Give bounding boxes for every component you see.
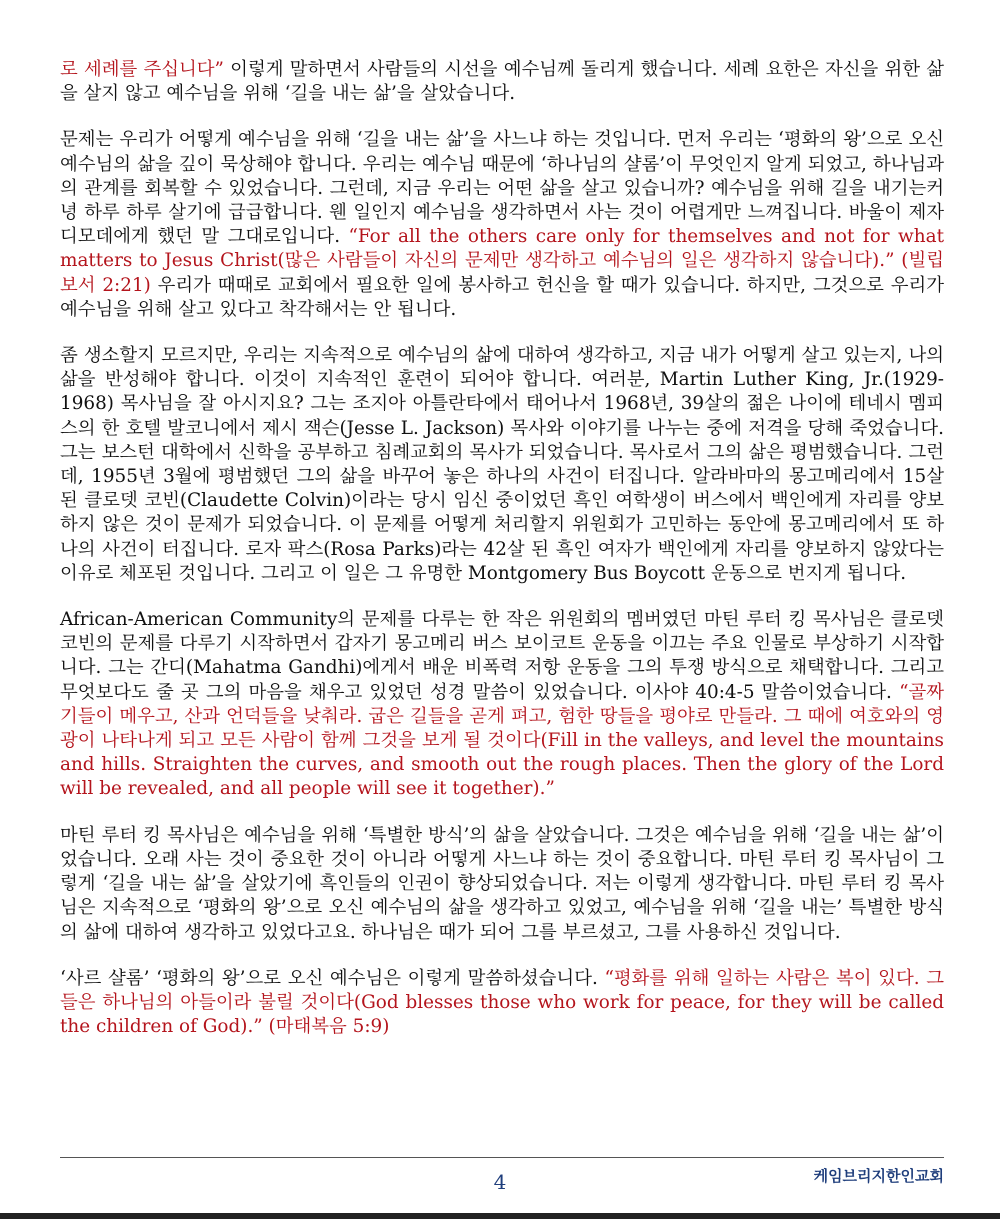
body-text bbox=[60, 58, 944, 1061]
body-sentence: African-American Community의 문제를 다루는 한 작은 위원회의 멤버였던 마틴 루터 킹 목사님은 클로뎃 코빈의 문제를 다루기 시작하면서 갑자기 몽고메리 버스 보이코트 운동을 이끄는 주요 인물로 부상하기 시작합니다. 그는 간디(Mahatma Gandhi)에게서 배운 비폭력 저항 운동을 그의 투쟁 방식으로 채택합니다. 그리고 무엇보다도 줄 곳 그의 마음을 채우고 있었던 성경 말씀이 있었습니다. 이사야 40:4-5 말씀이었습니다. bbox=[60, 609, 944, 703]
scripture-quote: “골짜기들이 메우고, 산과 언덕들을 낮춰라. 굽은 길들을 곧게 펴고, 험한 땅들을 평야로 만들라. 그 때에 여호와의 영광이 나타나게 되고 모든 사람이 함께 그것을 보게 될 것이다(Fill in the valleys, and level the mountains and hills. Straighten the curves, and smooth out the rough places. Then the glory of the Lord will be revealed, and all people will see it together).” bbox=[60, 681, 944, 800]
scripture-quote: “평화를 위해 일하는 사람은 복이 있다. 그들은 하나님의 아들이라 불릴 것이다(God blesses those who work for peace, for they will be called the children of God).” (마태복음 5:9) bbox=[60, 967, 944, 1038]
paragraph-5 bbox=[60, 824, 944, 945]
body-sentence: 우리가 때때로 교회에서 필요한 일에 봉사하고 헌신을 할 때가 있습니다. 하지만, 그것으로 우리가 예수님을 위해 살고 있다고 착각해서는 안 됩니다. bbox=[60, 274, 944, 320]
paragraph-2 bbox=[60, 128, 944, 322]
body-sentence: 마틴 루터 킹 목사님은 예수님을 위해 ‘특별한 방식’의 삶을 살았습니다. 그것은 예수님을 위해 ‘길을 내는 삶’이었습니다. 오래 사는 것이 중요한 것이 아니라 어떻게 사느냐 하는 것이 중요합니다. 마틴 루터 킹 목사님이 그렇게 ‘길을 내는 삶’을 살았기에 흑인들의 인권이 향상되었습니다. 저는 이렇게 생각합니다. 마틴 루터 킹 목사님은 지속적으로 ‘평화의 왕’으로 오신 예수님의 삶을 생각하고 있었고, 예수님을 위해 ‘길을 내는’ 특별한 방식의 삶에 대하여 생각하고 있었다고요. 하나님은 때가 되어 그를 부르셨고, 그를 사용하신 것입니다. bbox=[60, 824, 944, 943]
paragraph-1 bbox=[60, 58, 944, 106]
body-sentence: 문제는 우리가 어떻게 예수님을 위해 ‘길을 내는 삶’을 사느냐 하는 것입니다. 먼저 우리는 ‘평화의 왕’으로 오신 예수님의 삶을 깊이 묵상해야 합니다. 우리는 예수님 때문에 ‘하나님의 샬롬’이 무엇인지 알게 되었고, 하나님과의 관계를 회복할 수 있었습니다. 그런데, 지금 우리는 어떤 삶을 살고 있습니까? 예수님을 위해 길을 내기는커녕 하루 하루 살기에 급급합니다. 웬 일인지 예수님을 생각하면서 사는 것이 어렵게만 느껴집니다. 바울이 제자 디모데에게 했던 말 그대로입니다. bbox=[60, 129, 944, 248]
body-sentence: 이렇게 말하면서 사람들의 시선을 예수님께 돌리게 했습니다. 세례 요한은 자신을 위한 삶을 살지 않고 예수님을 위해 ‘길을 내는 삶’을 살았습니다. bbox=[60, 59, 944, 105]
paragraph-3 bbox=[60, 344, 944, 586]
scripture-quote: “For all the others care only for themselves and not for what matters to Jesus Christ(많은 사람들이 자신의 문제만 생각하고 예수님의 일은 생각하지 않습니다).” (빌립보서 2:21) bbox=[60, 226, 944, 296]
scripture-quote: 로 세례를 주십니다” bbox=[60, 59, 224, 80]
bottom-edge-bar bbox=[0, 1213, 1000, 1219]
body-sentence: ‘사르 샬롬’ ‘평화의 왕’으로 오신 예수님은 이렇게 말씀하셨습니다. bbox=[60, 967, 605, 989]
body-sentence: 좀 생소할지 모르지만, 우리는 지속적으로 예수님의 삶에 대하여 생각하고, 지금 내가 어떻게 살고 있는지, 나의 삶을 반성해야 합니다. 이것이 지속적인 훈련이 되어야 합니다. 여러분, Martin Luther King, Jr.(1929-1968) 목사님을 잘 아시지요? 그는 조지아 아틀란타에서 태어나서 1968년, 39살의 젊은 나이에 테네시 멤피스의 한 호텔 발코니에서 제시 잭슨(Jesse L. Jackson) 목사와 이야기를 나누는 중에 저격을 당해 죽었습니다. 그는 보스턴 대학에서 신학을 공부하고 침례교회의 목사가 되었습니다. 목사로서 그의 삶은 평범했습니다. 그런데, 1955년 3월에 평범했던 그의 삶을 바꾸어 놓은 하나의 사건이 터집니다. 알라바마의 몽고메리에서 15살 된 클로뎃 코빈(Claudette Colvin)이라는 당시 임신 중이었던 흑인 여학생이 버스에서 백인에게 자리를 양보하지 않은 것이 문제가 되었습니다. 이 문제를 어떻게 처리할지 위원회가 고민하는 동안에 몽고메리에서 또 하나의 사건이 터집니다. 로자 팍스(Rosa Parks)라는 42살 된 흑인 여자가 백인에게 자리를 양보하지 않았다는 이유로 체포된 것입니다. 그리고 이 일은 그 유명한 Montgomery Bus Boycott 운동으로 번지게 됩니다. bbox=[60, 345, 944, 584]
footer-divider bbox=[60, 1157, 944, 1158]
church-name: 케임브리지한인교회 bbox=[813, 1167, 944, 1185]
page-number: 4 bbox=[493, 1170, 507, 1194]
paragraph-6 bbox=[60, 967, 944, 1040]
paragraph-4 bbox=[60, 608, 944, 802]
